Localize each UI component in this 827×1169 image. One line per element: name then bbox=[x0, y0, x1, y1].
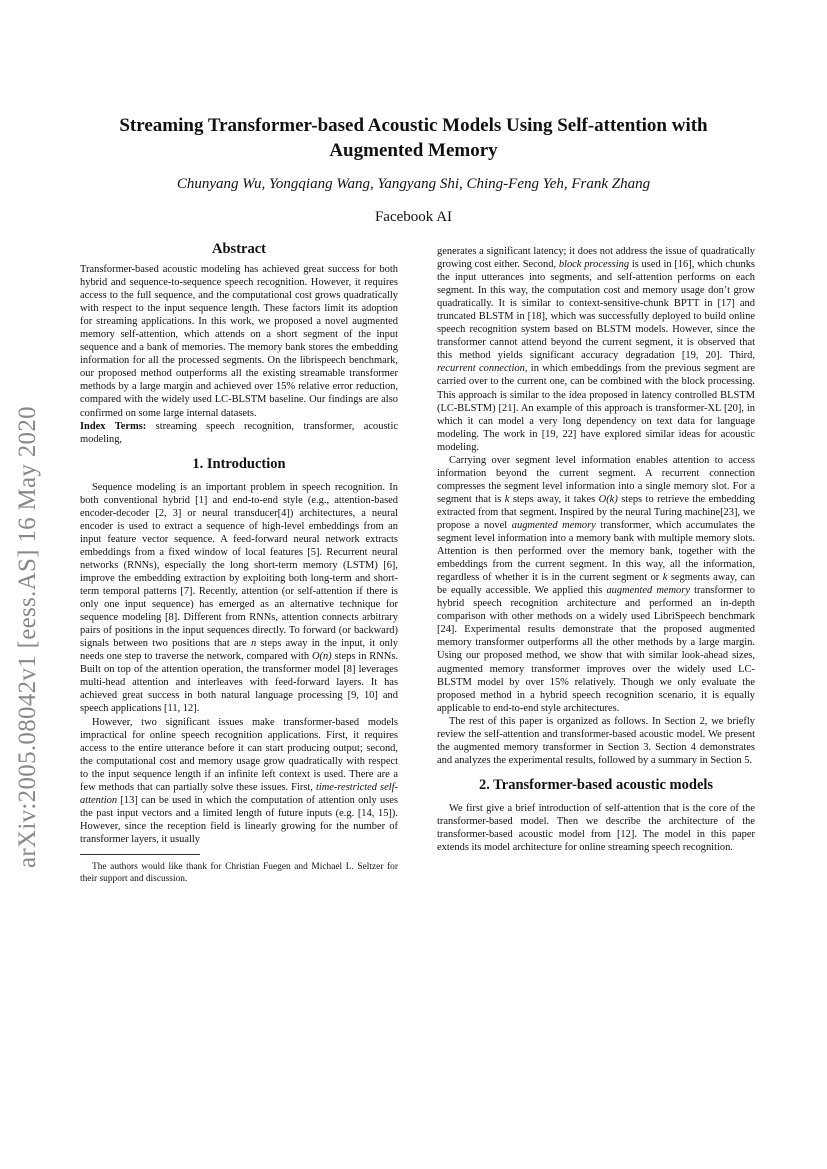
intro-paragraph-1: Sequence modeling is an important problem in speech recognition. In both conventional hybrid [1] and end-to-end style (e.g., attention-based encoder-decoder [2, 3] or neural transducer[4]) architectures, a neural encoder is used to extract a sequence of high-level embeddings from an input feature vector sequence. A feed-forward neural network extracts embeddings from a fixed window of local features [5]. Recurrent neural networks (RNNs), especially the long short-term memory (LSTM) [6], improve the embedding extraction by exploiting both long-term and short-term temporal patterns [7]. Recently, attention (or self-attention if there is only one input sequence) has emerged as an alternative technique for sequence modeling [8]. Different from RNNs, attention connects arbitrary pairs of positions in the input sequences directly. To forward (or backward) signals between two positions that are n steps away in the input, it only needs one step to traverse the network, compared with O(n) steps in RNNs. Built on top of the attention operation, the transformer model [8] leverages multi-head attention and interleaves with feed-forward layers. It has achieved great success in both natural language processing [9, 10] and speech applications [11, 12]. bbox=[80, 481, 398, 715]
affiliation: Facebook AI bbox=[374, 209, 453, 225]
right-paragraph-2: Carrying over segment level information enables attention to access information beyond the current segment. A recurrent connection compresses the segment level information into a single memory slot. For a segment that is k steps away, it takes O(k) steps to retrieve the embedding extracted from that segment. Inspired by the neural Turing machine[23], we propose a novel augmented memory transformer, which accumulates the segment level information into a memory bank with multiple memory slots. Attention is then performed over the memory bank, together with the embeddings from the current segment. In this way, all the information, regardless of whether it is in the current segment or k segments away, can be equally accessible. We applied this augmented memory transformer to hybrid speech recognition architecture and performed an in-depth comparison with other methods on a widely used LibriSpeech benchmark [24]. Experimental results demonstrate that the proposed augmented memory transformer outperforms all the other methods by a large margin. Using our proposed method, we show that with similar look-ahead sizes, augmented memory transformer improves over the widely used LC-BLSTM model by over 15% relatively. Though we only evaluate the proposed method in a hybrid speech recognition scenario, it is equally applicable to end-to-end style architectures. bbox=[437, 454, 756, 714]
footnote: The authors would like thank for Christian Fuegen and Michael L. Seltzer for their support and discussion. bbox=[80, 861, 398, 884]
footnote-rule bbox=[80, 854, 200, 855]
section-2-paragraph: We first give a brief introduction of self-attention that is the core of the transformer-based model. Then we describe the architecture of the transformer-based acoustic model from [12]. The model in this paper extends its model architecture for online streaming speech recognition. bbox=[437, 802, 755, 854]
section-1-heading: 1. Introduction bbox=[192, 455, 286, 472]
title-line-1: Streaming Transformer-based Acoustic Models Using Self-attention with bbox=[119, 115, 708, 136]
section-2-heading: 2. Transformer-based acoustic models bbox=[478, 776, 714, 793]
arxiv-identifier-stamp: arXiv:2005.08042v1 [eess.AS] 16 May 2020 bbox=[14, 406, 41, 868]
paper-title bbox=[80, 113, 747, 163]
author-list: Chunyang Wu, Yongqiang Wang, Yangyang Shi, Ching-Feng Yeh, Frank Zhang bbox=[176, 176, 651, 192]
intro-paragraph-2: However, two significant issues make transformer-based models impractical for online speech recognition applications. First, it requires access to the entire utterance before it can start producing output; second, the computational cost and memory usage grow quadratically with respect to the input sequence length if an infinite left context is used. There are a few methods that can partially solve these issues. First, time-restricted self-attention [13] can be used in which the computation of attention only uses the past input vectors and a limited length of future inputs (e.g. [14, 15]). However, since the reception field is linearly growing for the number of transformer layers, it usually bbox=[80, 716, 398, 845]
abstract-text: Transformer-based acoustic modeling has achieved great success for both hybrid and sequence-to-sequence speech recognition. However, it requires access to the full sequence, and the computational cost grows quadratically with respect to the input sequence length. These factors limit its adoption for streaming applications. In this work, we proposed a novel augmented memory self-attention, which attends on a short segment of the input sequence and a bank of memories. The memory bank stores the embedding information for all the processed segments. On the librispeech benchmark, our proposed method outperforms all the existing streamable transformer methods by a large margin and achieved over 15% relative error reduction, compared with the widely used LC-BLSTM baseline. Our findings are also confirmed on some large internal datasets. Index Terms: streaming speech recognition, transformer, acoustic modeling, bbox=[80, 264, 398, 445]
right-paragraph-1: generates a significant latency; it does not address the issue of quadratically growing cost either. Second, block processing is used in [16], which chunks the input utterances into segments, and self-attention performs on each segment. In this way, the computation cost and memory usage don’t grow quadratically. It is similar to context-sensitive-chunk BPTT in [17] and truncated BLSTM in [18], which was successfully deployed to build online speech recognition system based on BLSTM models. However, since the transformer cannot attend beyond the current segment, it is observed that this method yields significant accuracy degradation [19, 20]. Third, recurrent connection, in which embeddings from the previous segment are carried over to the current one, can be combined with the block processing. This approach is similar to the idea proposed in latency controlled BLSTM (LC-BLSTM) [21]. An example of this approach is transformer-XL [20], in which it can model a very long dependency on text data for language modeling. The work in [19, 22] have explored similar ideas for acoustic modeling. bbox=[437, 246, 755, 453]
right-paragraph-3: The rest of this paper is organized as follows. In Section 2, we briefly review the self-attention and transformer-based acoustic model. We present the augmented memory transformer in Section 3. Section 4 demonstrates and analyzes the experimental results, followed by a summary in Section 5. bbox=[437, 715, 755, 766]
abstract-heading: Abstract bbox=[212, 241, 266, 257]
right-column bbox=[437, 245, 755, 854]
index-terms-label: Index Terms: bbox=[80, 420, 147, 432]
title-line-2: Augmented Memory bbox=[329, 140, 498, 161]
left-column bbox=[80, 241, 398, 885]
index-terms: streaming speech recognition, transformer, acoustic modeling, bbox=[80, 420, 398, 445]
